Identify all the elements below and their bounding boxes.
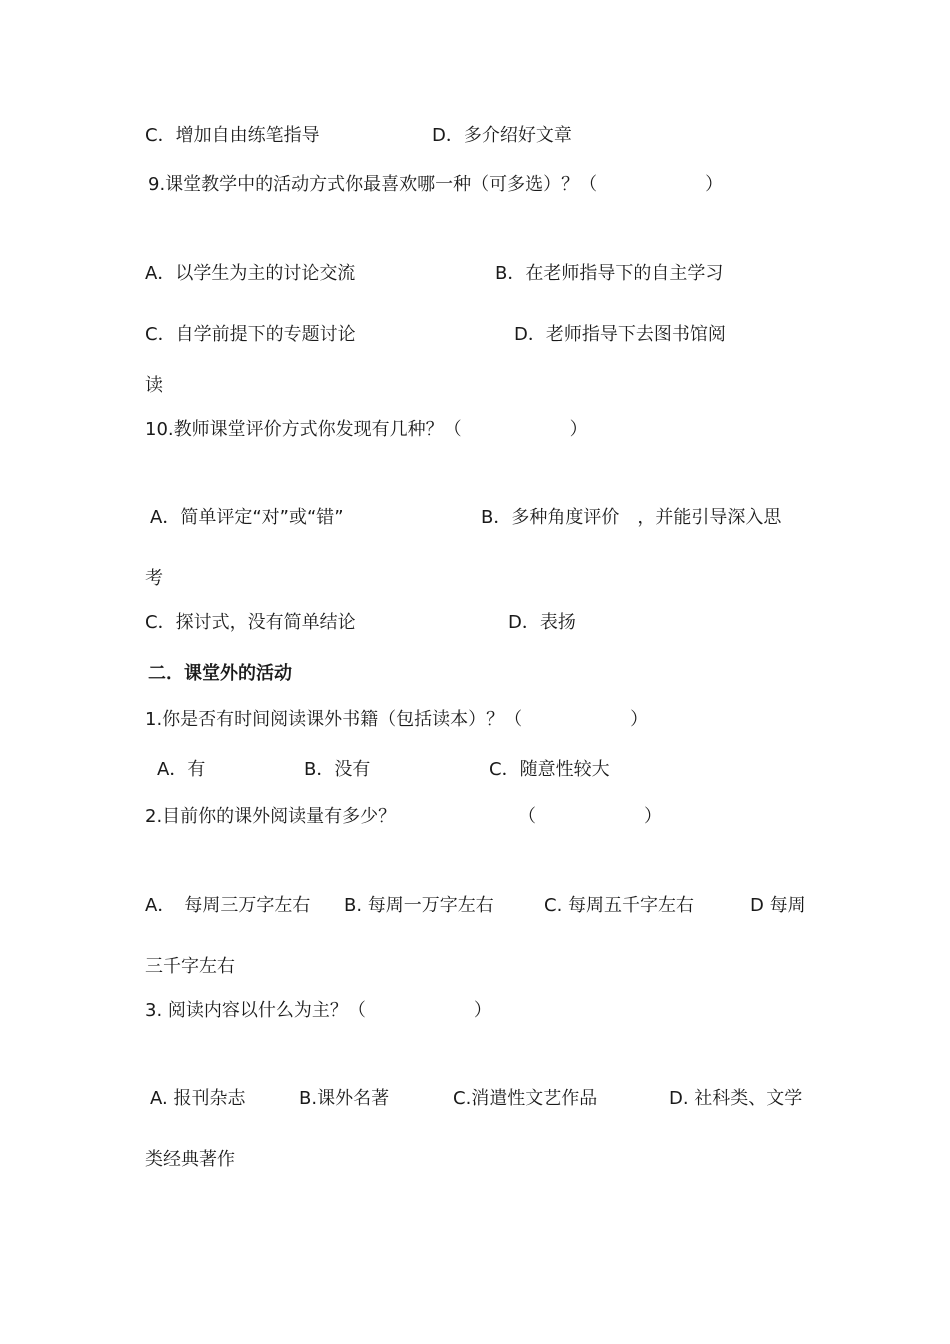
section-heading: 二．课堂外的活动 (148, 663, 292, 684)
s2-q2-option-b: B. 每周一万字左右 (344, 895, 494, 916)
q9-question: 9.课堂教学中的活动方式你最喜欢哪一种（可多选）？（ ） (148, 174, 724, 195)
q9-option-a: A．以学生为主的讨论交流 (145, 263, 356, 284)
s2-q3-option-c: C.消遣性文艺作品 (453, 1088, 598, 1109)
s2-q2-question: 2.目前你的课外阅读量有多少？ (145, 806, 397, 827)
q9-option-b: B．在老师指导下的自主学习 (495, 263, 724, 284)
q10-option-d: D．表扬 (508, 612, 576, 633)
q9-option-d: D．老师指导下去图书馆阅 (514, 324, 726, 345)
q9-option-d-wrap: 读 (145, 375, 163, 396)
s2-q3-question: 3. 阅读内容以什么为主？（ ） (145, 1000, 492, 1021)
s2-q1-option-a: A．有 (157, 759, 206, 780)
q9-option-c: C．自学前提下的专题讨论 (145, 324, 356, 345)
s2-q1-option-b: B．没有 (304, 759, 371, 780)
q10-question: 10.教师课堂评价方式你发现有几种？（ ） (145, 419, 588, 440)
s2-q2-option-d: D 每周 (750, 895, 806, 916)
s2-q2-paren: （ ） (518, 806, 662, 827)
s2-q3-option-d: D. 社科类、文学 (669, 1088, 803, 1109)
q10-option-c: C．探讨式，没有简单结论 (145, 612, 356, 633)
q10-option-b: B．多种角度评价 ，并能引导深入思 (481, 507, 782, 528)
s2-q2-option-c: C. 每周五千字左右 (544, 895, 695, 916)
q10-option-a: A．简单评定“对”或“错” (150, 507, 344, 528)
s2-q3-option-b: B.课外名著 (299, 1088, 390, 1109)
s2-q1-question: 1.你是否有时间阅读课外书籍（包括读本）？（ ） (145, 709, 649, 730)
s2-q2-option-a: A． 每周三万字左右 (145, 895, 311, 916)
s2-q3-option-a: A. 报刊杂志 (150, 1088, 246, 1109)
q8-option-d: D．多介绍好文章 (432, 125, 572, 146)
s2-q3-option-d-wrap: 类经典著作 (145, 1149, 235, 1170)
q10-option-b-wrap: 考 (145, 568, 163, 589)
s2-q2-option-d-wrap: 三千字左右 (145, 956, 235, 977)
q8-option-c: C．增加自由练笔指导 (145, 125, 320, 146)
s2-q1-option-c: C．随意性较大 (489, 759, 610, 780)
